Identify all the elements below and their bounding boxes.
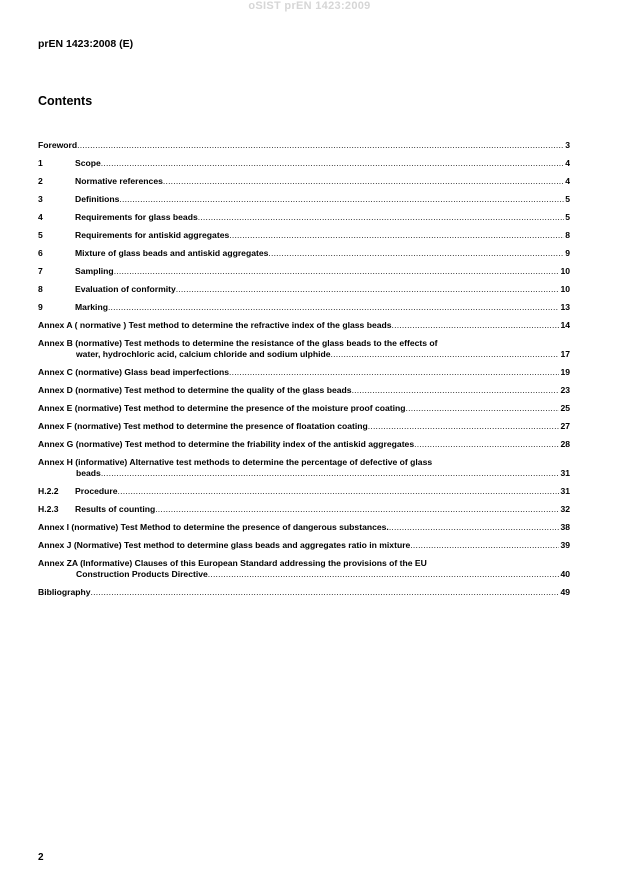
toc-entry[interactable] (38, 194, 570, 205)
toc-entry-title: Sampling (75, 266, 114, 276)
toc-entry[interactable] (38, 320, 570, 331)
toc-entry-title: Procedure (75, 486, 118, 496)
toc-entry-page: 31 (560, 486, 570, 496)
toc-entry-page: 10 (560, 284, 570, 294)
toc-entry-title: Scope (75, 158, 101, 168)
dot-leader (229, 367, 559, 378)
dot-leader (406, 403, 560, 414)
toc-entry-title: Annex F (normative) Test method to determine the presence of floatation coating (38, 421, 368, 431)
document-id: prEN 1423:2008 (E) (38, 38, 134, 50)
toc-entry[interactable] (38, 176, 570, 187)
dot-leader (114, 266, 560, 277)
toc-entry-number: 5 (38, 230, 43, 240)
toc-entry[interactable] (38, 522, 570, 533)
toc-entry-number: 7 (38, 266, 43, 276)
toc-entry[interactable] (38, 212, 570, 223)
toc-entry-title: Marking (75, 302, 108, 312)
toc-entry-title: Annex E (normative) Test method to determine the presence of the moisture proof coating (38, 403, 406, 413)
toc-entry[interactable] (38, 504, 570, 515)
dot-leader (389, 522, 560, 533)
toc-entry-number: 6 (38, 248, 43, 258)
toc-entry[interactable] (38, 403, 570, 414)
toc-entry[interactable] (38, 248, 570, 259)
toc-entry-title: Mixture of glass beads and antiskid aggregates (75, 248, 269, 258)
toc-entry[interactable] (38, 302, 570, 313)
toc-entry[interactable] (38, 587, 570, 598)
dot-leader (91, 587, 560, 598)
dot-leader (229, 230, 564, 241)
toc-entry-title: Annex A ( normative ) Test method to determine the refractive index of the glass beads (38, 320, 392, 330)
toc-entry-number: 4 (38, 212, 43, 222)
dot-leader (163, 176, 564, 187)
dot-leader (108, 302, 559, 313)
toc-entry-page: 8 (565, 230, 570, 240)
toc-entry[interactable] (38, 158, 570, 169)
toc-entry-title: Evaluation of conformity (75, 284, 176, 294)
toc-entry-page: 9 (565, 248, 570, 258)
toc-entry[interactable] (38, 486, 570, 497)
toc-entry-page: 4 (565, 176, 570, 186)
toc-entry-page: 19 (560, 367, 570, 377)
toc-entry[interactable] (38, 367, 570, 378)
toc-entry-title: Normative references (75, 176, 163, 186)
dot-leader (331, 349, 560, 360)
dot-leader (176, 284, 560, 295)
toc-entry[interactable] (38, 558, 570, 580)
toc-entry-title: Annex B (normative) Test methods to determine the resistance of the glass beads to the effects of (38, 338, 438, 348)
dot-leader (392, 320, 560, 331)
toc-entry-page: 31 (560, 468, 570, 478)
watermark: oSIST prEN 1423:2009 (248, 0, 371, 12)
toc-entry-number: H.2.2 (38, 486, 59, 496)
toc-entry-number: H.2.3 (38, 504, 59, 514)
toc-entry-title: Annex G (normative) Test method to determine the friability index of the antiskid aggregates (38, 439, 415, 449)
toc-entry[interactable] (38, 457, 570, 479)
dot-leader (208, 569, 560, 580)
toc-entry-page: 25 (560, 403, 570, 413)
dot-leader (101, 158, 564, 169)
toc-entry-number: 2 (38, 176, 43, 186)
toc-entry-page: 32 (560, 504, 570, 514)
toc-entry-number: 3 (38, 194, 43, 204)
toc-entry-title-continued: Construction Products Directive (76, 569, 208, 579)
toc-entry-page: 5 (565, 194, 570, 204)
toc-entry-page: 40 (560, 569, 570, 579)
dot-leader (368, 421, 560, 432)
dot-leader (101, 468, 560, 479)
toc-entry-title: Definitions (75, 194, 120, 204)
toc-entry-page: 28 (560, 439, 570, 449)
toc-entry[interactable] (38, 140, 570, 151)
toc-entry-page: 38 (560, 522, 570, 532)
toc-entry-page: 39 (560, 540, 570, 550)
toc-entry-page: 17 (560, 349, 570, 359)
toc-entry-title: Results of counting (75, 504, 156, 514)
table-of-contents (38, 140, 570, 605)
toc-entry[interactable] (38, 439, 570, 450)
dot-leader (410, 540, 559, 551)
dot-leader (77, 140, 564, 151)
toc-entry-title: Foreword (38, 140, 78, 150)
toc-entry-page: 27 (560, 421, 570, 431)
toc-entry-title: Bibliography (38, 587, 91, 597)
dot-leader (118, 486, 560, 497)
toc-entry-title: Annex H (informative) Alternative test methods to determine the percentage of defective of glass (38, 457, 433, 467)
contents-heading: Contents (38, 94, 93, 108)
toc-entry[interactable] (38, 421, 570, 432)
dot-leader (119, 194, 564, 205)
toc-entry-title: Annex C (normative) Glass bead imperfections (38, 367, 230, 377)
dot-leader (352, 385, 560, 396)
dot-leader (155, 504, 559, 515)
toc-entry-number: 8 (38, 284, 43, 294)
toc-entry[interactable] (38, 230, 570, 241)
toc-entry-page: 13 (560, 302, 570, 312)
dot-leader (268, 248, 564, 259)
toc-entry-number: 1 (38, 158, 43, 168)
toc-entry[interactable] (38, 266, 570, 277)
dot-leader (414, 439, 559, 450)
toc-entry-page: 49 (560, 587, 570, 597)
toc-entry-page: 5 (565, 212, 570, 222)
toc-entry[interactable] (38, 338, 570, 360)
toc-entry[interactable] (38, 284, 570, 295)
toc-entry-title-continued: water, hydrochloric acid, calcium chloride and sodium ulphide (76, 349, 331, 359)
toc-entry-title: Annex ZA (Informative) Clauses of this European Standard addressing the provisions of the EU (38, 558, 427, 568)
toc-entry[interactable] (38, 385, 570, 396)
toc-entry-page: 4 (565, 158, 570, 168)
dot-leader (198, 212, 564, 223)
toc-entry-page: 10 (560, 266, 570, 276)
toc-entry-title-continued: beads (76, 468, 101, 478)
page-number: 2 (38, 852, 44, 863)
toc-entry-title: Annex D (normative) Test method to determine the quality of the glass beads (38, 385, 352, 395)
toc-entry-page: 3 (565, 140, 570, 150)
toc-entry[interactable] (38, 540, 570, 551)
toc-entry-title: Requirements for glass beads (75, 212, 198, 222)
toc-entry-number: 9 (38, 302, 43, 312)
toc-entry-page: 23 (560, 385, 570, 395)
toc-entry-title: Requirements for antiskid aggregates (75, 230, 230, 240)
toc-entry-page: 14 (560, 320, 570, 330)
toc-entry-title: Annex J (Normative) Test method to determine glass beads and aggregates ratio in mixture (38, 540, 411, 550)
toc-entry-title: Annex I (normative) Test Method to determine the presence of dangerous substances. (38, 522, 389, 532)
